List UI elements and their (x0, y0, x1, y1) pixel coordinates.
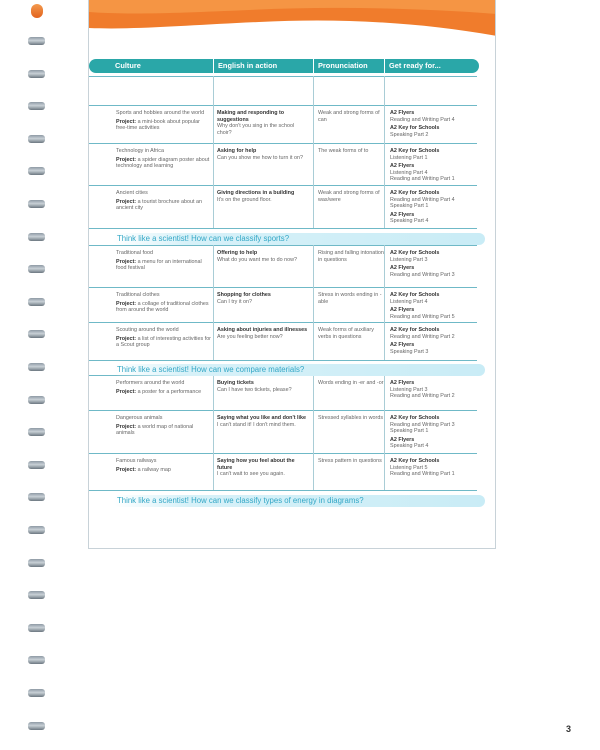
function-example: I can't wait to see you again. (217, 471, 285, 478)
function-title: Making and responding to suggestions (217, 110, 285, 123)
column-divider (313, 375, 314, 490)
exam-part: Reading and Writing Part 3 (390, 421, 455, 428)
function-title: Giving directions in a building (217, 190, 295, 196)
culture-topic: Performers around the world (116, 380, 185, 386)
binding-coil (28, 559, 45, 567)
header-get-ready-for: Get ready for... (385, 59, 479, 73)
exam-part: Speaking Part 1 (390, 428, 429, 435)
exam-name: A2 Flyers (390, 211, 415, 218)
exam-part: Reading and Writing Part 4 (390, 116, 455, 123)
binding-coil (28, 102, 45, 110)
syllabus-table (89, 0, 479, 549)
exam-name: A2 Key for Schools (390, 148, 440, 154)
culture-topic: Dangerous animals (116, 415, 163, 421)
project-text (116, 424, 211, 437)
exam-part: Reading and Writing Part 4 (390, 196, 455, 203)
function-example: Can I try it on? (217, 298, 253, 305)
binding-coil (31, 4, 43, 18)
project-label: Project: (116, 118, 137, 125)
function-example: I can't stand it! I don't mind them. (217, 421, 296, 428)
culture-cell (116, 380, 211, 395)
english-in-action-cell (217, 190, 310, 203)
exam-part: Reading and Writing Part 2 (390, 333, 455, 340)
pronunciation-cell (318, 458, 384, 465)
exam-name: A2 Key for Schools (390, 458, 440, 464)
project-text (116, 389, 211, 396)
function-title: Asking about injuries and illnesses (217, 327, 308, 333)
project-text (116, 199, 211, 212)
exam-name: A2 Flyers (390, 436, 415, 443)
binding-coil (28, 233, 45, 241)
pronunciation-cell (318, 380, 384, 387)
page-sheet (88, 0, 496, 549)
get-ready-cell (390, 327, 478, 355)
culture-topic: Traditional clothes (116, 292, 160, 298)
function-title: Buying tickets (217, 380, 254, 386)
exam-name: A2 Flyers (390, 380, 415, 386)
exam-name: A2 Flyers (390, 265, 415, 272)
exam-part: Listening Part 3 (390, 386, 428, 393)
exam-name: A2 Key for Schools (390, 190, 440, 196)
binding-coil (28, 526, 45, 534)
binding-coil (28, 428, 45, 436)
pronunciation-cell (318, 250, 384, 263)
think-like-a-scientist-banner: Think like a scientist! How can we compare materials? (113, 364, 485, 376)
english-in-action-cell (217, 327, 310, 340)
binding-coil (28, 461, 45, 469)
get-ready-cell (390, 458, 478, 478)
column-divider (384, 76, 385, 228)
binding-coil (28, 624, 45, 632)
exam-name: A2 Flyers (390, 163, 415, 170)
project-label: Project: (116, 300, 137, 307)
pronunciation-cell (318, 327, 384, 340)
pronunciation-cell (318, 415, 384, 422)
culture-topic: Scouting around the world (116, 327, 179, 333)
get-ready-cell (390, 292, 478, 320)
pronunciation-cell (318, 110, 384, 123)
project-label: Project: (116, 258, 137, 265)
header-culture: Culture (89, 59, 213, 73)
exam-part: Speaking Part 1 (390, 203, 429, 210)
row-divider (89, 76, 477, 77)
exam-part: Reading and Writing Part 1 (390, 471, 455, 478)
pronunciation-text: Weak and strong forms of can (318, 110, 380, 123)
project-description: a tourist brochure about an ancient city (116, 198, 203, 212)
project-text (116, 119, 211, 132)
row-divider (89, 490, 477, 491)
pronunciation-text: Stressed syllables in words (318, 415, 384, 421)
column-divider (384, 375, 385, 490)
project-description: a railway map (137, 466, 171, 473)
row-divider (89, 360, 477, 361)
culture-cell (116, 250, 211, 272)
exam-part: Listening Part 4 (390, 298, 428, 305)
culture-cell (116, 458, 211, 473)
binding-coil (28, 298, 45, 306)
column-divider (213, 245, 214, 360)
exam-name: A2 Flyers (390, 110, 415, 116)
exam-part: Listening Part 3 (390, 256, 428, 263)
project-description: a collage of traditional clothes from around the world (116, 300, 209, 314)
project-description: a spider diagram poster about technology and learning (116, 156, 210, 170)
binding-coil (28, 656, 45, 664)
culture-topic: Famous railways (116, 458, 157, 464)
column-divider (384, 245, 385, 360)
row-divider (89, 228, 477, 229)
function-example: Are you feeling better now? (217, 333, 283, 340)
row-divider (89, 105, 477, 106)
function-example: Can I have two tickets, please? (217, 386, 292, 393)
exam-part: Speaking Part 4 (390, 218, 429, 225)
exam-part: Speaking Part 3 (390, 348, 429, 355)
culture-cell (116, 327, 211, 349)
pronunciation-text: Words ending in -er and -or (318, 380, 384, 386)
project-label: Project: (116, 335, 137, 342)
pronunciation-text: Weak forms of auxiliary verbs in questions (318, 327, 374, 340)
culture-cell (116, 292, 211, 314)
culture-topic: Traditional food (116, 250, 153, 256)
function-title: Asking for help (217, 148, 257, 154)
column-divider (313, 76, 314, 228)
exam-name: A2 Key for Schools (390, 327, 440, 333)
row-divider (89, 287, 477, 288)
row-divider (89, 185, 477, 186)
exam-name: A2 Key for Schools (390, 292, 440, 298)
pronunciation-text: Stress pattern in questions (318, 458, 382, 464)
binding-coil (28, 265, 45, 273)
function-title: Saying how you feel about the future (217, 458, 295, 471)
exam-part: Speaking Part 4 (390, 443, 429, 450)
project-description: a list of interesting activities for a Scout group (116, 335, 211, 349)
row-divider (89, 453, 477, 454)
row-divider (89, 143, 477, 144)
project-text (116, 301, 211, 314)
get-ready-cell (390, 250, 478, 278)
binding-coil (28, 396, 45, 404)
exam-part: Speaking Part 2 (390, 131, 429, 138)
binding-coil (28, 70, 45, 78)
binding-coil (28, 135, 45, 143)
pronunciation-cell (318, 148, 384, 155)
row-divider (89, 410, 477, 411)
project-label: Project: (116, 466, 137, 473)
project-label: Project: (116, 156, 137, 163)
english-in-action-cell (217, 148, 310, 161)
function-title: Saying what you like and don't like (217, 415, 307, 421)
project-label: Project: (116, 423, 137, 430)
binding-coil (28, 330, 45, 338)
binding-coil (28, 493, 45, 501)
project-text (116, 467, 211, 474)
binding-coil (28, 591, 45, 599)
column-divider (213, 375, 214, 490)
exam-part: Reading and Writing Part 5 (390, 313, 455, 320)
get-ready-cell (390, 110, 478, 138)
project-label: Project: (116, 388, 137, 395)
row-divider (89, 322, 477, 323)
row-divider (89, 245, 477, 246)
binding-coil (28, 37, 45, 45)
think-like-a-scientist-banner: Think like a scientist! How can we classify types of energy in diagrams? (113, 495, 485, 507)
exam-part: Listening Part 1 (390, 154, 428, 161)
think-like-a-scientist-banner: Think like a scientist! How can we classify sports? (113, 233, 485, 245)
english-in-action-cell (217, 458, 310, 478)
project-text (116, 336, 211, 349)
get-ready-cell (390, 190, 478, 225)
get-ready-cell (390, 148, 478, 183)
culture-cell (116, 190, 211, 212)
culture-topic: Ancient cities (116, 190, 148, 196)
function-example: What do you want me to do now? (217, 256, 298, 263)
exam-name: A2 Key for Schools (390, 125, 440, 132)
column-divider (213, 76, 214, 228)
exam-part: Listening Part 4 (390, 169, 428, 176)
spiral-binding (28, 0, 52, 750)
exam-part: Reading and Writing Part 3 (390, 271, 455, 278)
english-in-action-cell (217, 110, 310, 136)
header-english-in-action: English in action (214, 59, 313, 73)
english-in-action-cell (217, 415, 310, 428)
english-in-action-cell (217, 292, 310, 305)
exam-part: Listening Part 5 (390, 464, 428, 471)
culture-cell (116, 110, 211, 132)
culture-topic: Technology in Africa (116, 148, 164, 154)
function-example: It's on the ground floor. (217, 196, 272, 203)
exam-part: Reading and Writing Part 1 (390, 176, 455, 183)
pronunciation-text: Rising and falling intonation in questions (318, 250, 384, 263)
exam-name: A2 Key for Schools (390, 415, 440, 421)
binding-coil (28, 363, 45, 371)
get-ready-cell (390, 415, 478, 450)
project-description: a poster for a performance (137, 388, 202, 395)
exam-name: A2 Flyers (390, 307, 415, 314)
culture-cell (116, 148, 211, 170)
binding-coil (28, 167, 45, 175)
exam-name: A2 Key for Schools (390, 250, 440, 256)
pronunciation-text: Stress in words ending in -able (318, 292, 382, 305)
function-title: Shopping for clothes (217, 292, 271, 298)
project-description: a menu for an international food festival (116, 258, 202, 272)
page-number: 3 (566, 724, 572, 734)
function-example: Can you show me how to turn it on? (217, 154, 303, 161)
project-text (116, 157, 211, 170)
english-in-action-cell (217, 250, 310, 263)
binding-coil (28, 722, 45, 730)
project-description: a mini-book about popular free-time activities (116, 118, 200, 132)
column-divider (313, 245, 314, 360)
english-in-action-cell (217, 380, 310, 393)
exam-part: Reading and Writing Part 2 (390, 393, 455, 400)
function-title: Offering to help (217, 250, 258, 256)
header-pronunciation: Pronunciation (314, 59, 384, 73)
binding-coil (28, 689, 45, 697)
get-ready-cell (390, 380, 478, 400)
pronunciation-cell (318, 292, 384, 305)
project-description: a world map of national animals (116, 423, 194, 437)
exam-name: A2 Flyers (390, 342, 415, 349)
function-example: Why don't you sing in the school choir? (217, 123, 295, 136)
project-text (116, 259, 211, 272)
binding-coil (28, 200, 45, 208)
pronunciation-cell (318, 190, 384, 203)
pronunciation-text: Weak and strong forms of was/were (318, 190, 380, 203)
culture-cell (116, 415, 211, 437)
pronunciation-text: The weak forms of to (318, 148, 369, 154)
culture-topic: Sports and hobbies around the world (116, 110, 205, 116)
project-label: Project: (116, 198, 137, 205)
